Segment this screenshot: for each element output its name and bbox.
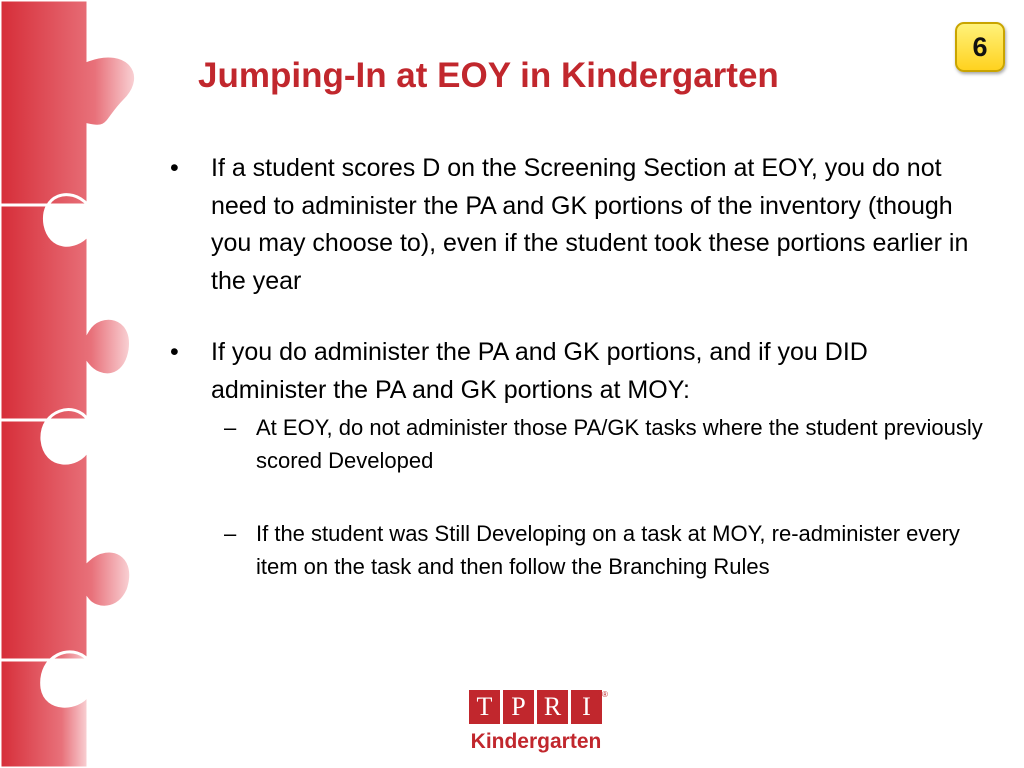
bullet-item [166, 150, 986, 300]
bullet-text: If you do administer the PA and GK portions, and if you DID administer the PA and GK portions at MOY: [211, 338, 868, 404]
puzzle-piece-3 [0, 410, 131, 660]
logo-subtitle: Kindergarten [470, 730, 602, 753]
logo-letter: P [503, 690, 534, 724]
puzzle-piece-2 [0, 195, 130, 420]
bullet-text: If a student scores D on the Screening Section at EOY, you do not need to administer the PA and GK portions of the inventory (though you may choose to), even if the student took these portions earlier in the year [211, 154, 969, 295]
tpri-logo [469, 690, 609, 762]
sub-bullet-item [166, 411, 986, 477]
bullet-item [166, 334, 986, 409]
slide-body [166, 150, 986, 583]
slide-title: Jumping-In at EOY in Kindergarten [198, 56, 779, 95]
logo-letter: R [537, 690, 568, 724]
registered-mark: ® [602, 690, 608, 699]
sub-bullet-text: If the student was Still Developing on a task at MOY, re-administer every item on the task and then follow the Branching Rules [256, 521, 960, 579]
logo-letter: T [469, 690, 500, 724]
sub-bullet-item [166, 517, 986, 583]
slide-number-badge: 6 [955, 22, 1005, 72]
sub-bullet-marker: – [224, 521, 237, 546]
puzzle-piece-bottom [0, 652, 88, 768]
bullet-marker: • [170, 154, 179, 182]
puzzle-piece-top [0, 0, 136, 205]
sub-bullet-text: At EOY, do not administer those PA/GK tasks where the student previously scored Developed [256, 415, 983, 473]
puzzle-border-decoration [0, 0, 170, 768]
bullet-marker: • [170, 338, 179, 366]
sub-bullet-marker: – [224, 415, 237, 440]
logo-letter: I [571, 690, 602, 724]
